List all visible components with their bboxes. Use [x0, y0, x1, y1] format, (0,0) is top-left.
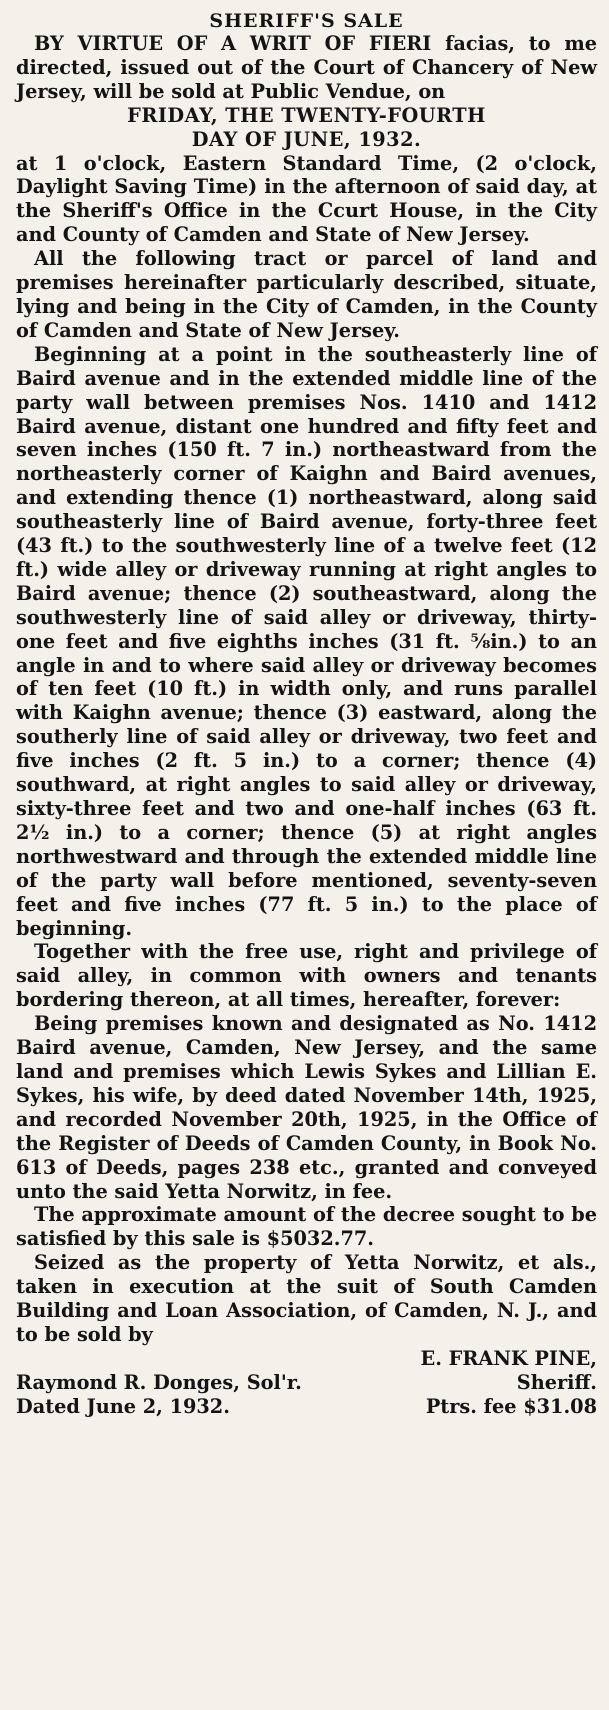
- sale-date-line-2: DAY OF JUNE, 1932.: [191, 127, 422, 151]
- amount-paragraph: The approximate amount of the decree sought to be satisfied by this sale is $5032.77.: [16, 1203, 597, 1251]
- sheriff-name-line: [16, 1347, 597, 1371]
- beginning-paragraph: Beginning at a point in the southeasterly line of Baird avenue and in the extended middle line of the party wall between premises Nos. 1410 and 1412 Baird avenue, distant one hundred and fifty feet and seven inches (150 ft. 7 in.) northeastward from the northeasterly corner of Kaighn and Baird avenues, and extending thence (1) northeastward, along said southeasterly line of Baird avenue, forty-three feet (43 ft.) to the southwesterly line of a twelve feet (12 ft.) wide alley or driveway running at right angles to Baird avenue; thence (2) southeastward, along the southwesterly line of said alley or driveway, thirty-one feet and five eighths inches (31 ft. ⅝in.) to an angle in and to where said alley or driveway becomes of ten feet (10 ft.) in width only, and runs parallel with Kaighn avenue; thence (3) eastward, along the southerly line of said alley or driveway, two feet and five inches (2 ft. 5 in.) to a corner; thence (4) southward, at right angles to said alley or driveway, sixty-three feet and two and one-half inches (63 ft. 2½ in.) to a corner; thence (5) at right angles northwestward and through the extended middle line of the party wall before mentioned, seventy-seven feet and five inches (77 ft. 5 in.) to the place of beginning.: [16, 342, 597, 940]
- dated-text: Dated June 2, 1932.: [16, 1394, 230, 1418]
- time-place-paragraph: at 1 o'clock, Eastern Standard Time, (2 o'clock, Daylight Saving Time) in the afternoon of said day, at the Sheriff's Office in the Ccurt House, in the City and County of Camden and State of New Jersey.: [16, 151, 597, 247]
- sheriff-title: Sheriff.: [516, 1370, 597, 1394]
- intro-paragraph: BY VIRTUE OF A WRIT OF FIERI facias, to me directed, issued out of the Court of Chancery of New Jersey, will be sold at Public Vendue, on: [16, 32, 597, 103]
- solicitor-line: [16, 1371, 597, 1395]
- dated-line: [16, 1395, 597, 1419]
- sale-date-line-1: FRIDAY, THE TWENTY-FOURTH: [127, 103, 486, 127]
- solicitor-name: Raymond R. Donges, Sol'r.: [16, 1370, 302, 1394]
- tract-paragraph: All the following tract or parcel of land and premises hereinafter particularly described, situate, lying and being in the City of Camden, in the County of Camden and State of New Jersey.: [16, 247, 597, 342]
- seized-paragraph: Seized as the property of Yetta Norwitz, et als., taken in execution at the suit of South Camden Building and Loan Association, of Camden, N. J., and to be sold by: [16, 1251, 597, 1346]
- printers-fee: Ptrs. fee $31.08: [425, 1394, 597, 1418]
- being-paragraph: Being premises known and designated as No. 1412 Baird avenue, Camden, New Jersey, and the same land and premises which Lewis Sykes and Lillian E. Sykes, his wife, by deed dated November 14th, 1925, and recorded November 20th, 1925, in the Office of the Register of Deeds of Camden County, in Book No. 613 of Deeds, pages 238 etc., granted and conveyed unto the said Yetta Norwitz, in fee.: [16, 1012, 597, 1203]
- notice-title: SHERIFF'S SALE: [209, 10, 404, 32]
- together-paragraph: Together with the free use, right and privilege of said alley, in common with owners and tenants bordering thereon, at all times, hereafter, forever:: [16, 940, 597, 1012]
- sheriff-name: E. FRANK PINE,: [420, 1346, 597, 1370]
